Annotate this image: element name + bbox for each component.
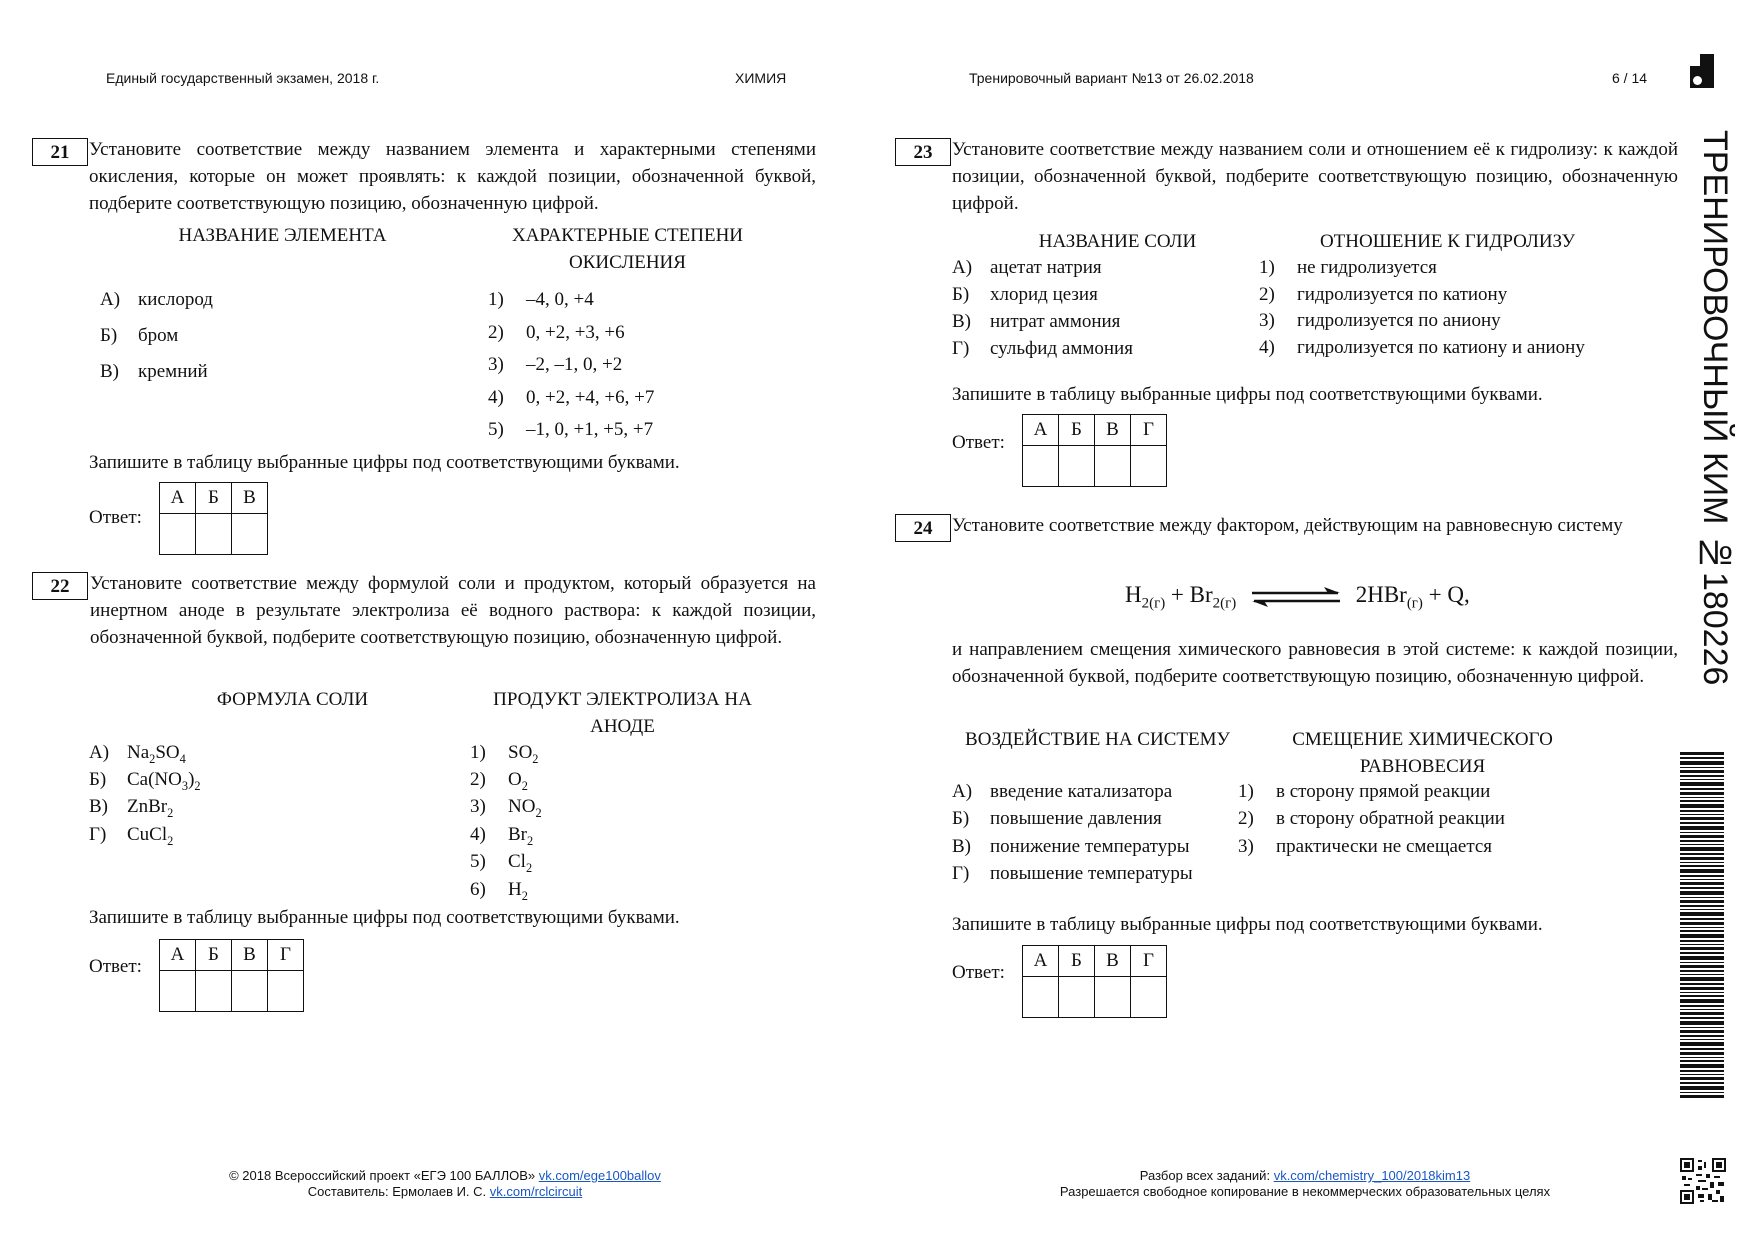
q21-text: Установите соответствие между названием элемента и характерными степенями окисления, которые он может проявлять: к каждой позиции, обозначенной буквой, подберите соответствующую позицию, обозначенную цифрой. [89,139,816,214]
q21-answer-cell-b[interactable] [196,514,232,555]
footer-copyright: © 2018 Всероссийский проект «ЕГЭ 100 БАЛЛОВ» [229,1168,536,1183]
q22-right-item: 6) $H_2$ [470,879,528,903]
q22-right-item: 4) $Br_2$ [470,824,534,848]
q23-answer-label: Ответ: [952,432,1005,453]
q22-number: 22 [32,572,88,600]
q21-left-item: Б) бром [100,325,179,346]
q21-col-right: ХАРАКТЕРНЫЕ СТЕПЕНИ ОКИСЛЕНИЯ [511,225,744,273]
q22-answer-cell-b[interactable] [196,971,232,1012]
qr-code [1680,1158,1726,1204]
q21-table-header: А [160,483,196,514]
q22-instruction: Запишите в таблицу выбранные цифры под соответствующими буквами. [89,907,680,928]
q22-table-header: А [160,940,196,971]
q23-col-right: ОТНОШЕНИЕ К ГИДРОЛИЗУ [1319,231,1576,252]
q23-instruction: Запишите в таблицу выбранные цифры под соответствующими буквами. [952,384,1543,405]
q22-col-right: ПРОДУКТ ЭЛЕКТРОЛИЗА НА АНОДЕ [493,689,752,737]
q22-left-item: Б) $Ca(NO_3)_2$ [89,769,201,793]
q22-right-item: 1) $SO_2$ [470,742,539,766]
q21-left-item: В) кремний [100,361,208,382]
q21-answer-cell-a[interactable] [160,514,196,555]
q21-right-item: 1) –4, 0, +4 [488,289,594,310]
q23-left-item: Г) сульфид аммония [952,338,1133,359]
q23-right-item: 1) не гидролизуется [1259,257,1437,278]
q22-table-header: Г [268,940,304,971]
q23-text: Установите соответствие между названием соли и отношением её к гидролизу: к каждой позиции, обозначенной буквой, подберите соответствующую позицию, обозначенную цифрой. [952,139,1678,214]
header-page: 6 / 14 [1612,70,1648,86]
q24-answer-cell-a[interactable] [1023,977,1059,1018]
q22-answer-table [159,939,304,1012]
header-subject: ХИМИЯ [735,70,787,86]
footer-author: Составитель: Ермолаев И. С. [307,1184,487,1199]
q23-answer-table [1022,414,1167,487]
equilibrium-arrows-icon [1250,585,1342,609]
q23-right-item: 3) гидролизуется по аниону [1259,310,1501,331]
q24-table-header: Г [1131,946,1167,977]
side-label: ТРЕНИРОВОЧНЫЙ КИМ №180226 [1696,130,1734,686]
q21-answer-label: Ответ: [89,507,142,528]
q21-number: 21 [32,138,88,166]
footer-left-line1 [200,1168,690,1183]
q22-table-header: Б [196,940,232,971]
q22-left-item: Г) CuCl$_2$ [89,824,174,848]
footer-link-ege100[interactable]: vk.com/ege100ballov [538,1168,661,1183]
q24-text-after: и направлением смещения химического равновесия в этой системе: к каждой позиции, обозначенной буквой, подберите соответствующую позицию, обозначенную цифрой. [952,639,1678,687]
q24-number: 24 [895,514,951,542]
q24-right-item: 1) в сторону прямой реакции [1238,781,1491,802]
q22-answer-label: Ответ: [89,956,142,977]
footer-right-line1 [1000,1168,1610,1183]
footer-left-line2 [200,1184,690,1199]
q24-instruction: Запишите в таблицу выбранные цифры под соответствующими буквами. [952,914,1543,935]
q23-right-item: 2) гидролизуется по катиону [1259,284,1508,305]
q21-instruction: Запишите в таблицу выбранные цифры под соответствующими буквами. [89,452,680,473]
q21-col-left: НАЗВАНИЕ ЭЛЕМЕНТА [178,225,387,246]
q23-right-item: 4) гидролизуется по катиону и аниону [1259,337,1585,358]
barcode [1680,752,1724,1100]
q24-left-item: Б) повышение давления [952,808,1162,829]
q24-answer-cell-g[interactable] [1131,977,1167,1018]
q21-left-item: А) кислород [100,289,213,310]
q22-col-left: ФОРМУЛА СОЛИ [216,689,369,710]
q24-left-item: Г) повышение температуры [952,863,1193,884]
q22-right-item: 5) $Cl_2$ [470,851,533,875]
q21-table-header: Б [196,483,232,514]
q22-table-header: В [232,940,268,971]
q21-table-header: В [232,483,268,514]
q24-left-item: А) введение катализатора [952,781,1173,802]
q22-left-item: А) $Na_2SO_4$ [89,742,186,766]
q23-table-header: А [1023,415,1059,446]
q23-answer-cell-a[interactable] [1023,446,1059,487]
q22-right-item: 2) $O_2$ [470,769,528,793]
q21-right-item: 4) 0, +2, +4, +6, +7 [488,387,655,408]
q22-left-item: В) ZnBr$_2$ [89,796,174,820]
q24-table-header: В [1095,946,1131,977]
q23-left-item: Б) хлорид цезия [952,284,1098,305]
q22-text: Установите соответствие между формулой соли и продуктом, который образуется на инертном аноде в результате электролиза её водного раствора: к каждой позиции, обозначенной буквой, подберите соответствующую позицию, обозначенную цифрой. [90,573,816,648]
q24-col-right: СМЕЩЕНИЕ ХИМИЧЕСКОГО РАВНОВЕСИЯ [1292,729,1553,777]
q24-left-item: В) понижение температуры [952,836,1190,857]
q23-table-header: Г [1131,415,1167,446]
q22-right-item: 3) $NO_2$ [470,796,542,820]
q23-answer-cell-b[interactable] [1059,446,1095,487]
q23-number: 23 [895,138,951,166]
q21-answer-table [159,482,268,555]
footer-link-review[interactable]: vk.com/chemistry_100/2018kim13 [1273,1168,1471,1183]
q24-col-left: ВОЗДЕЙСТВИЕ НА СИСТЕМУ [965,729,1230,750]
corner-marker [1690,54,1714,88]
header-variant: Тренировочный вариант №13 от 26.02.2018 [969,70,1254,86]
footer-license: Разрешается свободное копирование в некоммерческих образовательных целях [1059,1184,1551,1199]
q23-left-item: В) нитрат аммония [952,311,1121,332]
q23-left-item: А) ацетат натрия [952,257,1102,278]
q24-answer-cell-b[interactable] [1059,977,1095,1018]
q21-right-item: 3) –2, –1, 0, +2 [488,354,623,375]
q22-answer-cell-a[interactable] [160,971,196,1012]
q23-answer-cell-g[interactable] [1131,446,1167,487]
q24-text-before: Установите соответствие между фактором, действующим на равновесную систему [952,515,1623,536]
q24-right-item: 3) практически не смещается [1238,836,1493,857]
q24-right-item: 2) в сторону обратной реакции [1238,808,1505,829]
q23-table-header: Б [1059,415,1095,446]
q23-table-header: В [1095,415,1131,446]
footer-link-author[interactable]: vk.com/rclcircuit [489,1184,583,1199]
q23-col-left: НАЗВАНИЕ СОЛИ [1038,231,1197,252]
q24-table-header: Б [1059,946,1095,977]
q22-answer-cell-g[interactable] [268,971,304,1012]
q24-equation: $H_{2(г)} + Br_{2(г)}$ 2HBr$_{(г)}$ + Q, [1125,582,1470,612]
q24-answer-label: Ответ: [952,962,1005,983]
q21-answer-cell-v[interactable] [232,514,268,555]
footer-review-label: Разбор всех заданий: [1139,1168,1271,1183]
q23-answer-cell-v[interactable] [1095,446,1131,487]
q22-answer-cell-v[interactable] [232,971,268,1012]
q24-answer-table [1022,945,1167,1018]
q21-right-item: 2) 0, +2, +3, +6 [488,322,625,343]
header-exam: Единый государственный экзамен, 2018 г. [106,70,380,86]
q21-right-item: 5) –1, 0, +1, +5, +7 [488,419,654,440]
q24-table-header: А [1023,946,1059,977]
q24-answer-cell-v[interactable] [1095,977,1131,1018]
